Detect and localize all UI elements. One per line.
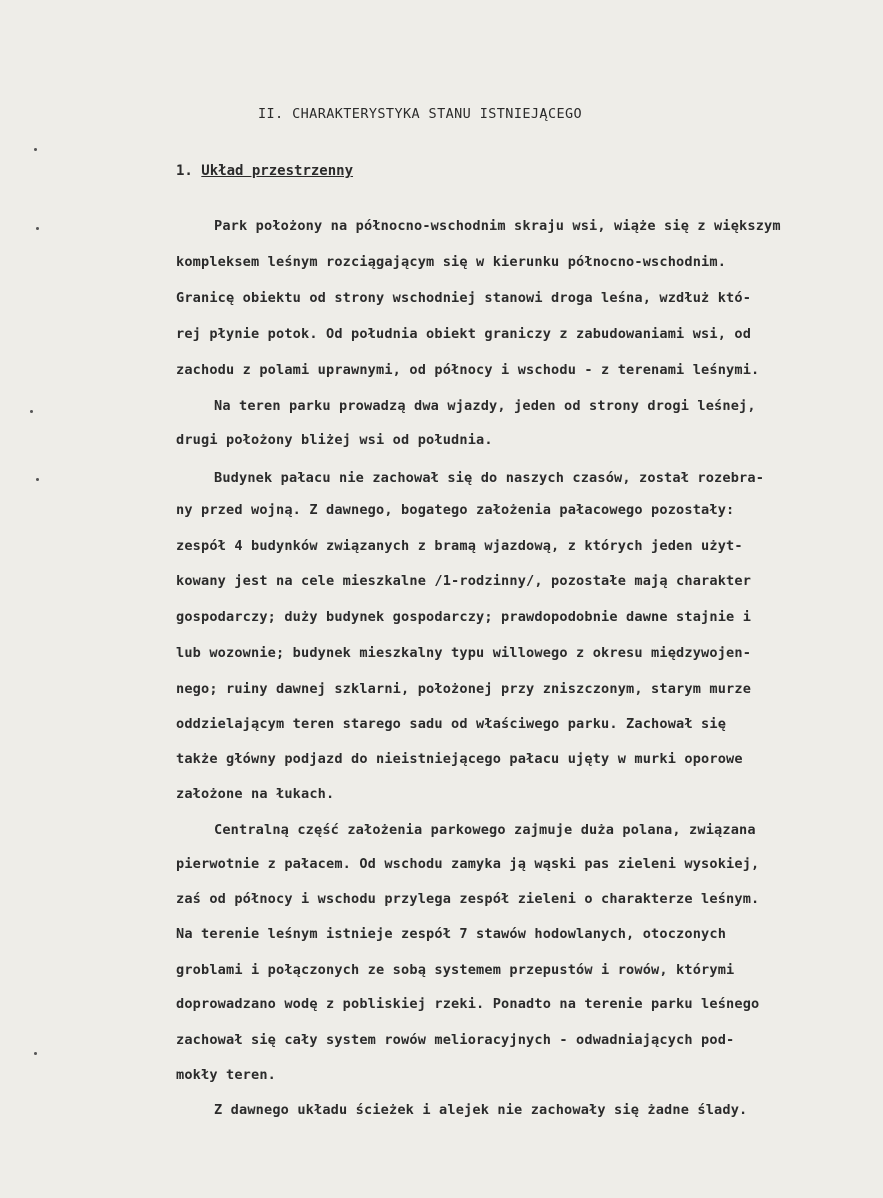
text-line: doprowadzano wodę z pobliskiej rzeki. Ponadto na terenie parku leśnego — [176, 996, 760, 1012]
text-line: zachodu z polami uprawnymi, od północy i wschodu - z terenami leśnymi. — [176, 362, 760, 378]
text-line: nego; ruiny dawnej szklarni, położonej przy zniszczonym, starym murze — [176, 681, 752, 697]
text-line: Na terenie leśnym istnieje zespół 7 stawów hodowlanych, otoczonych — [176, 926, 727, 942]
text-line: Na teren parku prowadzą dwa wjazdy, jeden od strony drogi leśnej, — [214, 398, 756, 414]
text-line: założone na łukach. — [176, 786, 335, 802]
chapter-heading: II. CHARAKTERYSTYKA STANU ISTNIEJĄCEGO — [258, 106, 583, 122]
text-line: gospodarczy; duży budynek gospodarczy; prawdopodobnie dawne stajnie i — [176, 609, 752, 625]
text-line: zachował się cały system rowów melioracyjnych - odwadniających pod- — [176, 1032, 735, 1048]
text-line: kowany jest na cele mieszkalne /1-rodzinny/, pozostałe mają charakter — [176, 573, 752, 589]
section-heading — [176, 163, 353, 179]
text-line: Park położony na północno-wschodnim skraju wsi, wiąże się z większym — [214, 218, 781, 234]
text-line: Granicę obiektu od strony wschodniej stanowi droga leśna, wzdłuż któ- — [176, 290, 752, 306]
text-line: oddzielającym teren starego sadu od właściwego parku. Zachował się — [176, 716, 727, 732]
section-title: Układ przestrzenny — [201, 163, 354, 179]
text-line: Z dawnego układu ścieżek i alejek nie zachowały się żadne ślady. — [214, 1102, 748, 1118]
text-line: zespół 4 budynków związanych z bramą wjazdową, z których jeden użyt- — [176, 538, 743, 554]
text-line: lub wozownie; budynek mieszkalny typu willowego z okresu międzywojen- — [176, 645, 752, 661]
text-line: drugi położony bliżej wsi od południa. — [176, 432, 493, 448]
text-line: Budynek pałacu nie zachował się do naszych czasów, został rozebra- — [214, 470, 765, 486]
text-line: ny przed wojną. Z dawnego, bogatego założenia pałacowego pozostały: — [176, 502, 735, 518]
text-line: mokły teren. — [176, 1067, 277, 1083]
text-line: pierwotnie z pałacem. Od wschodu zamyka ją wąski pas zieleni wysokiej, — [176, 856, 760, 872]
text-line: kompleksem leśnym rozciągającym się w kierunku północno-wschodnim. — [176, 254, 727, 270]
text-line: rej płynie potok. Od południa obiekt graniczy z zabudowaniami wsi, od — [176, 326, 752, 342]
text-line: groblami i połączonych ze sobą systemem przepustów i rowów, którymi — [176, 962, 735, 978]
text-line: Centralną część założenia parkowego zajmuje duża polana, związana — [214, 822, 756, 838]
text-line: także główny podjazd do nieistniejącego pałacu ujęty w murki oporowe — [176, 751, 743, 767]
section-number: 1. — [176, 163, 193, 179]
text-line: zaś od północy i wschodu przylega zespół zieleni o charakterze leśnym. — [176, 891, 760, 907]
